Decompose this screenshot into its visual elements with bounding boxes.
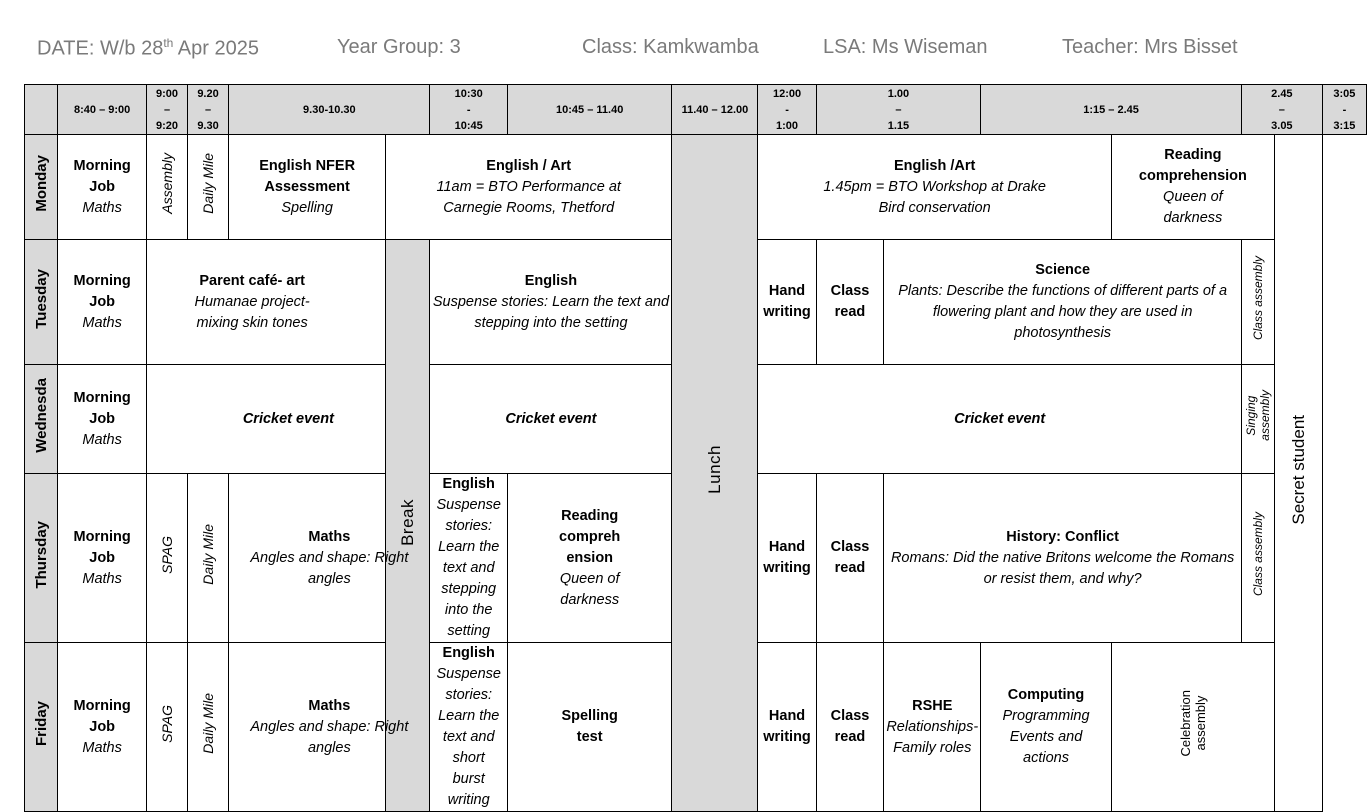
header-year-group: Year Group: 3 xyxy=(337,36,461,58)
tue-science: Science Plants: Describe the functions of different parts of a flowering plant and how they are used in photosynthesis xyxy=(884,240,1242,365)
day-friday: Friday xyxy=(25,643,58,812)
time-1045: 10:45 – 11.40 xyxy=(507,85,671,135)
thu-reading-comprehension: Reading compreh ension Queen of darkness xyxy=(507,474,671,643)
thu-spag: SPAG xyxy=(147,474,188,643)
wed-morning-job: Morning Job Maths xyxy=(58,365,147,474)
mon-english-art-pm: English /Art 1.45pm = BTO Workshop at Drake Bird conservation xyxy=(758,135,1111,240)
time-0920: 9.20 – 9.30 xyxy=(187,85,228,135)
times-row xyxy=(25,85,1367,135)
mon-daily-mile: Daily Mile xyxy=(187,135,228,240)
thu-morning-job: Morning Job Maths xyxy=(58,474,147,643)
secret-student-column: Secret student xyxy=(1274,135,1322,812)
date-sup: th xyxy=(163,36,174,50)
day-thursday: Thursday xyxy=(25,474,58,643)
fri-spag: SPAG xyxy=(147,643,188,812)
fri-daily-mile: Daily Mile xyxy=(187,643,228,812)
time-0930: 9.30-10.30 xyxy=(229,85,430,135)
time-1030: 10:30 - 10:45 xyxy=(430,85,508,135)
time-0900: 9:00 – 9:20 xyxy=(147,85,188,135)
thu-english: English Suspense stories: Learn the text and stepping into the setting xyxy=(430,474,508,643)
thu-history: History: Conflict Romans: Did the native Britons welcome the Romans or resist them, and why? xyxy=(884,474,1242,643)
day-tuesday: Tuesday xyxy=(25,240,58,365)
row-monday xyxy=(25,135,1367,240)
time-1505: 3:05 - 3:15 xyxy=(1322,85,1366,135)
day-monday: Monday xyxy=(25,135,58,240)
time-1315: 1:15 – 2.45 xyxy=(981,85,1242,135)
lunch-column: Lunch xyxy=(672,135,758,812)
corner-cell xyxy=(25,85,58,135)
time-1300: 1.00 – 1.15 xyxy=(816,85,981,135)
header-teacher: Teacher: Mrs Bisset xyxy=(1062,36,1238,58)
tue-parent-cafe: Parent café- art Humanae project- mixing skin tones xyxy=(147,240,386,365)
fri-celebration-assembly: Celebration assembly xyxy=(1111,643,1274,812)
thu-hand-writing: Hand writing xyxy=(758,474,816,643)
mon-morning-job: Morning Job Maths xyxy=(58,135,147,240)
tue-morning-job: Morning Job Maths xyxy=(58,240,147,365)
mon-reading-comprehension: Reading comprehension Queen of darkness xyxy=(1111,135,1274,240)
fri-class-read: Class read xyxy=(816,643,884,812)
fri-spelling-test: Spelling test xyxy=(507,643,671,812)
thu-maths: Maths Angles and shape: Right angles xyxy=(229,474,430,643)
date-suffix: Apr 2025 xyxy=(173,37,259,60)
date-prefix: DATE: W/b 28 xyxy=(37,37,164,60)
wed-cricket-pm: Cricket event xyxy=(758,365,1241,474)
fri-maths: Maths Angles and shape: Right angles xyxy=(229,643,430,812)
time-1200: 12:00 - 1:00 xyxy=(758,85,816,135)
thu-class-read: Class read xyxy=(816,474,884,643)
header-date xyxy=(37,36,259,61)
header-lsa: LSA: Ms Wiseman xyxy=(823,36,988,58)
fri-english: English Suspense stories: Learn the text and short burst writing xyxy=(430,643,508,812)
thu-daily-mile: Daily Mile xyxy=(187,474,228,643)
wed-cricket-am: Cricket event xyxy=(147,365,430,474)
mon-assembly: Assembly xyxy=(147,135,188,240)
wed-cricket-mid: Cricket event xyxy=(430,365,672,474)
tue-class-assembly: Class assembly xyxy=(1241,240,1274,365)
mon-english-art-am: English / Art 11am = BTO Performance at Carnegie Rooms, Thetford xyxy=(386,135,672,240)
mon-nfer: English NFER Assessment Spelling xyxy=(229,135,386,240)
tue-hand-writing: Hand writing xyxy=(758,240,816,365)
time-1140: 11.40 – 12.00 xyxy=(672,85,758,135)
fri-hand-writing: Hand writing xyxy=(758,643,816,812)
wed-singing-assembly: Singing assembly xyxy=(1241,365,1274,474)
time-1445: 2.45 – 3.05 xyxy=(1241,85,1322,135)
break-column: Break xyxy=(386,240,430,812)
fri-computing: Computing Programming Events and actions xyxy=(981,643,1112,812)
tue-class-read: Class read xyxy=(816,240,884,365)
header-class: Class: Kamkwamba xyxy=(582,36,759,58)
time-0840: 8:40 – 9:00 xyxy=(58,85,147,135)
tue-english: English Suspense stories: Learn the text and stepping into the setting xyxy=(430,240,672,365)
fri-morning-job: Morning Job Maths xyxy=(58,643,147,812)
timetable xyxy=(24,84,1367,812)
fri-rshe: RSHE Relationships- Family roles xyxy=(884,643,981,812)
day-wednesday: Wednesda xyxy=(25,365,58,474)
thu-class-assembly: Class assembly xyxy=(1241,474,1274,643)
